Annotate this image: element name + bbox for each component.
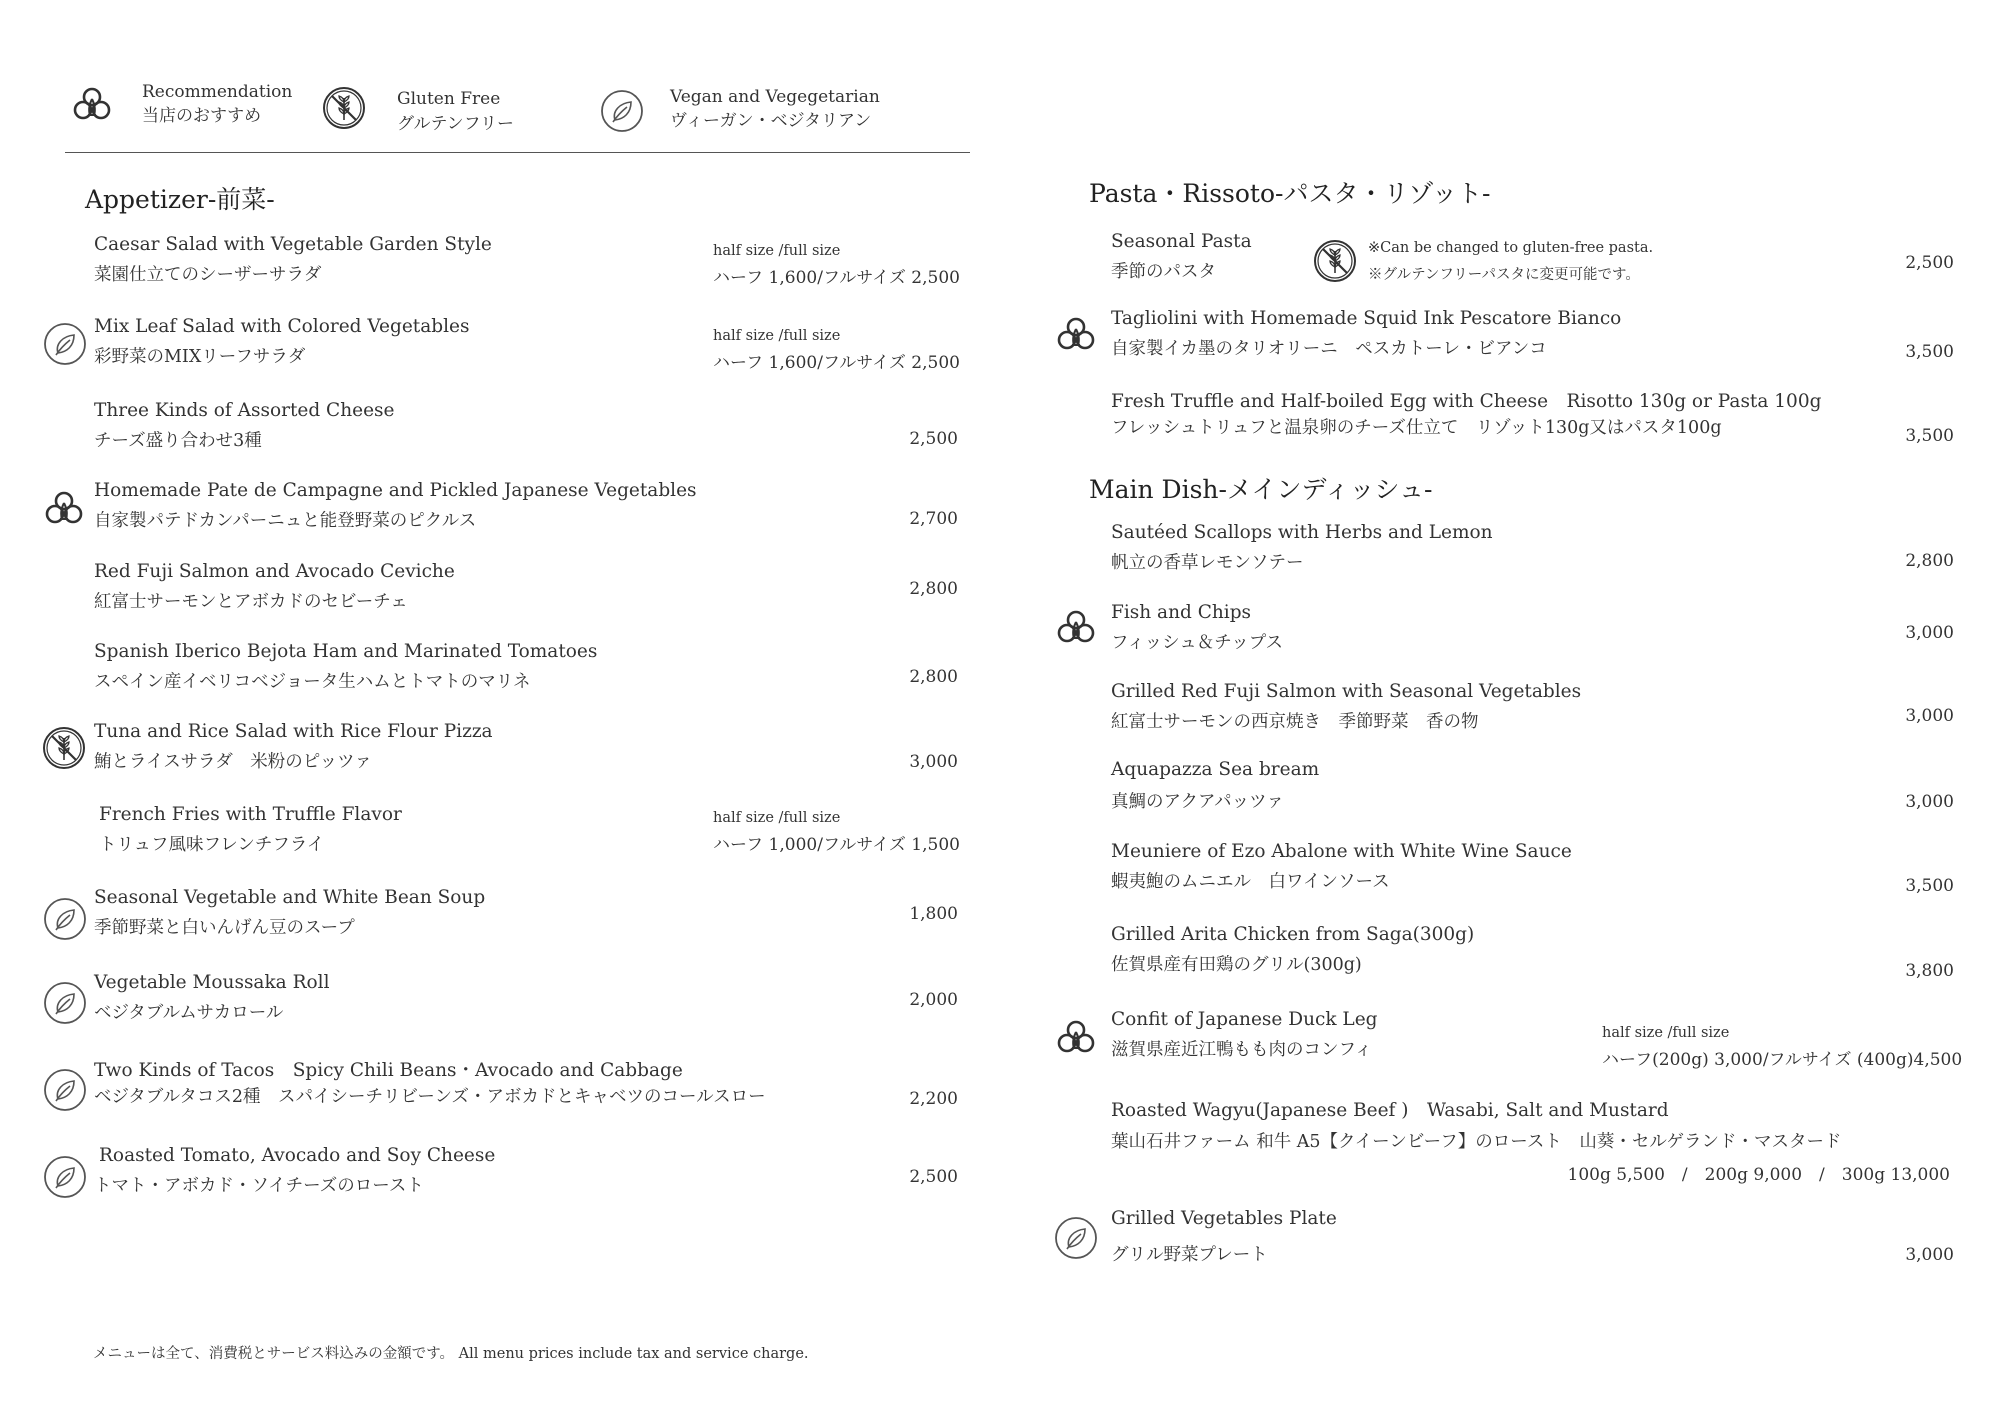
legend-recommendation-en: Recommendation: [142, 82, 293, 102]
gluten-free-note-ja: ※グルテンフリーパスタに変更可能です。: [1368, 267, 1640, 283]
recommendation-icon: [1054, 606, 1098, 650]
item-name-ja: 紅富士サーモンとアボカドのセビーチェ: [94, 592, 408, 612]
item-name-ja: フィッシュ＆チップス: [1111, 633, 1284, 653]
item-name-ja: フレッシュトリュフと温泉卵のチーズ仕立て リゾット130g又はパスタ100g: [1111, 418, 1722, 438]
item-price: 1,800: [909, 904, 958, 924]
item-name-en: Roasted Tomato, Avocado and Soy Cheese: [99, 1145, 496, 1166]
legend-gluten-free-en: Gluten Free: [397, 89, 501, 109]
recommendation-icon: [42, 487, 86, 531]
item-price: 3,800: [1905, 961, 1954, 981]
item-name-en: Homemade Pate de Campagne and Pickled Japanese Vegetables: [94, 480, 697, 501]
item-name-ja: 滋賀県産近江鴨もも肉のコンフィ: [1111, 1040, 1373, 1060]
gluten-free-icon: [322, 86, 366, 130]
item-name-en: French Fries with Truffle Flavor: [99, 804, 402, 825]
item-name-en: Mix Leaf Salad with Colored Vegetables: [94, 316, 470, 337]
item-name-en: Seasonal Vegetable and White Bean Soup: [94, 887, 486, 908]
item-name-en: Sautéed Scallops with Herbs and Lemon: [1111, 522, 1493, 543]
vegan-icon: [43, 1068, 87, 1112]
size-label: half size /full size: [713, 328, 841, 344]
item-name-ja: トマト・アボカド・ソイチーズのロースト: [94, 1176, 424, 1196]
item-name-en: Roasted Wagyu(Japanese Beef ) Wasabi, Salt and Mustard: [1111, 1100, 1669, 1121]
vegan-icon: [43, 1155, 87, 1199]
item-name-en: Grilled Red Fuji Salmon with Seasonal Vegetables: [1111, 681, 1582, 702]
item-price: 3,000: [1905, 623, 1954, 643]
item-name-ja: 自家製イカ墨のタリオリーニ ペスカトーレ・ビアンコ: [1111, 339, 1547, 359]
vegan-icon: [43, 897, 87, 941]
item-price: 2,800: [1905, 551, 1954, 571]
item-price: 3,000: [1905, 1245, 1954, 1265]
pasta-title: Pasta・Rissoto-パスタ・リゾット-: [1089, 179, 1491, 208]
item-name-ja: スペイン産イベリコベジョータ生ハムとトマトのマリネ: [94, 672, 531, 692]
item-name-ja: トリュフ風味フレンチフライ: [99, 835, 325, 855]
gluten-free-note-en: ※Can be changed to gluten-free pasta.: [1368, 240, 1654, 256]
recommendation-icon: [1054, 313, 1098, 357]
appetizer-title: Appetizer-前菜-: [85, 185, 275, 214]
item-name-ja: チーズ盛り合わせ3種: [94, 431, 262, 451]
item-price: 3,000: [1905, 792, 1954, 812]
wagyu-weight-prices: 100g 5,500 / 200g 9,000 / 300g 13,000: [1567, 1165, 1950, 1185]
item-name-ja: ベジタブルタコス2種 スパイシーチリビーンズ・アボカドとキャベツのコールスロー: [94, 1087, 766, 1107]
item-name-en: Two Kinds of Tacos Spicy Chili Beans・Avocado and Cabbage: [94, 1060, 683, 1081]
item-price: 3,500: [1905, 426, 1954, 446]
item-name-en: Aquapazza Sea bream: [1111, 759, 1320, 780]
item-name-ja: 鮪とライスサラダ 米粉のピッツァ: [94, 752, 372, 772]
item-name-en: Spanish Iberico Bejota Ham and Marinated Tomatoes: [94, 641, 598, 662]
vegan-icon: [43, 981, 87, 1025]
item-name-en: Seasonal Pasta: [1111, 231, 1252, 252]
main-dish-title: Main Dish-メインディッシュ-: [1089, 475, 1433, 504]
item-name-en: Fresh Truffle and Half-boiled Egg with Cheese Risotto 130g or Pasta 100g: [1111, 391, 1822, 412]
legend-vegan-en: Vegan and Vegegetarian: [670, 87, 880, 107]
item-name-ja: 菜園仕立てのシーザーサラダ: [94, 265, 322, 285]
vegan-icon: [43, 322, 87, 366]
legend-recommendation-ja: 当店のおすすめ: [142, 106, 262, 126]
item-name-ja: 葉山石井ファーム 和牛 A5【クイーンビーフ】のロースト 山葵・セルゲランド・マスタード: [1111, 1132, 1842, 1152]
size-price: ハーフ(200g) 3,000/フルサイズ (400g)4,500: [1602, 1050, 1963, 1070]
item-name-en: Tagliolini with Homemade Squid Ink Pescatore Bianco: [1111, 308, 1622, 329]
item-name-en: Confit of Japanese Duck Leg: [1111, 1009, 1378, 1030]
legend-gluten-free-ja: グルテンフリー: [397, 114, 514, 134]
size-price: ハーフ 1,000/フルサイズ 1,500: [713, 835, 960, 855]
item-name-en: Tuna and Rice Salad with Rice Flour Pizza: [94, 721, 493, 742]
item-price: 3,000: [909, 752, 958, 772]
item-price: 2,800: [909, 579, 958, 599]
item-name-ja: 真鯛のアクアパッツァ: [1111, 792, 1284, 812]
item-name-ja: 蝦夷鮑のムニエル 白ワインソース: [1111, 872, 1390, 892]
item-price: 2,000: [909, 990, 958, 1010]
recommendation-icon: [1054, 1016, 1098, 1060]
legend-vegan-ja: ヴィーガン・ベジタリアン: [670, 111, 872, 131]
vegan-icon: [1054, 1216, 1098, 1260]
size-label: half size /full size: [1602, 1025, 1730, 1041]
item-name-ja: 紅富士サーモンの西京焼き 季節野菜 香の物: [1111, 712, 1479, 732]
item-price: 2,500: [1905, 253, 1954, 273]
item-price: 2,800: [909, 667, 958, 687]
size-label: half size /full size: [713, 243, 841, 259]
item-price: 3,500: [1905, 342, 1954, 362]
item-name-en: Fish and Chips: [1111, 602, 1252, 623]
item-price: 3,500: [1905, 876, 1954, 896]
gluten-free-icon: [1313, 239, 1357, 283]
recommendation-icon: [70, 83, 114, 127]
item-price: 2,500: [909, 429, 958, 449]
size-label: half size /full size: [713, 810, 841, 826]
item-name-en: Grilled Vegetables Plate: [1111, 1208, 1337, 1229]
item-name-ja: 季節野菜と白いんげん豆のスープ: [94, 918, 355, 938]
item-name-ja: 佐賀県産有田鶏のグリル(300g): [1111, 955, 1362, 975]
item-name-en: Three Kinds of Assorted Cheese: [94, 400, 395, 421]
item-name-ja: 帆立の香草レモンソテー: [1111, 553, 1304, 573]
item-name-en: Red Fuji Salmon and Avocado Ceviche: [94, 561, 455, 582]
gluten-free-icon: [42, 726, 86, 770]
item-price: 2,200: [909, 1089, 958, 1109]
footer-note: メニューは全て、消費税とサービス料込みの金額です。 All menu prices include tax and service charge.: [93, 1346, 809, 1362]
item-price: 3,000: [1905, 706, 1954, 726]
vegan-icon: [600, 89, 644, 133]
item-name-en: Vegetable Moussaka Roll: [94, 972, 330, 993]
item-price: 2,700: [909, 509, 958, 529]
size-price: ハーフ 1,600/フルサイズ 2,500: [713, 353, 960, 373]
item-name-en: Caesar Salad with Vegetable Garden Style: [94, 234, 492, 255]
legend-divider: [65, 152, 970, 153]
item-name-ja: 自家製パテドカンパーニュと能登野菜のピクルス: [94, 511, 477, 531]
item-name-en: Meuniere of Ezo Abalone with White Wine Sauce: [1111, 841, 1572, 862]
item-name-en: Grilled Arita Chicken from Saga(300g): [1111, 924, 1475, 945]
item-name-ja: グリル野菜プレート: [1111, 1245, 1268, 1265]
item-name-ja: 季節のパスタ: [1111, 262, 1216, 282]
item-price: 2,500: [909, 1167, 958, 1187]
item-name-ja: ベジタブルムサカロール: [94, 1003, 284, 1023]
item-name-ja: 彩野菜のMIXリーフサラダ: [94, 347, 306, 367]
size-price: ハーフ 1,600/フルサイズ 2,500: [713, 268, 960, 288]
